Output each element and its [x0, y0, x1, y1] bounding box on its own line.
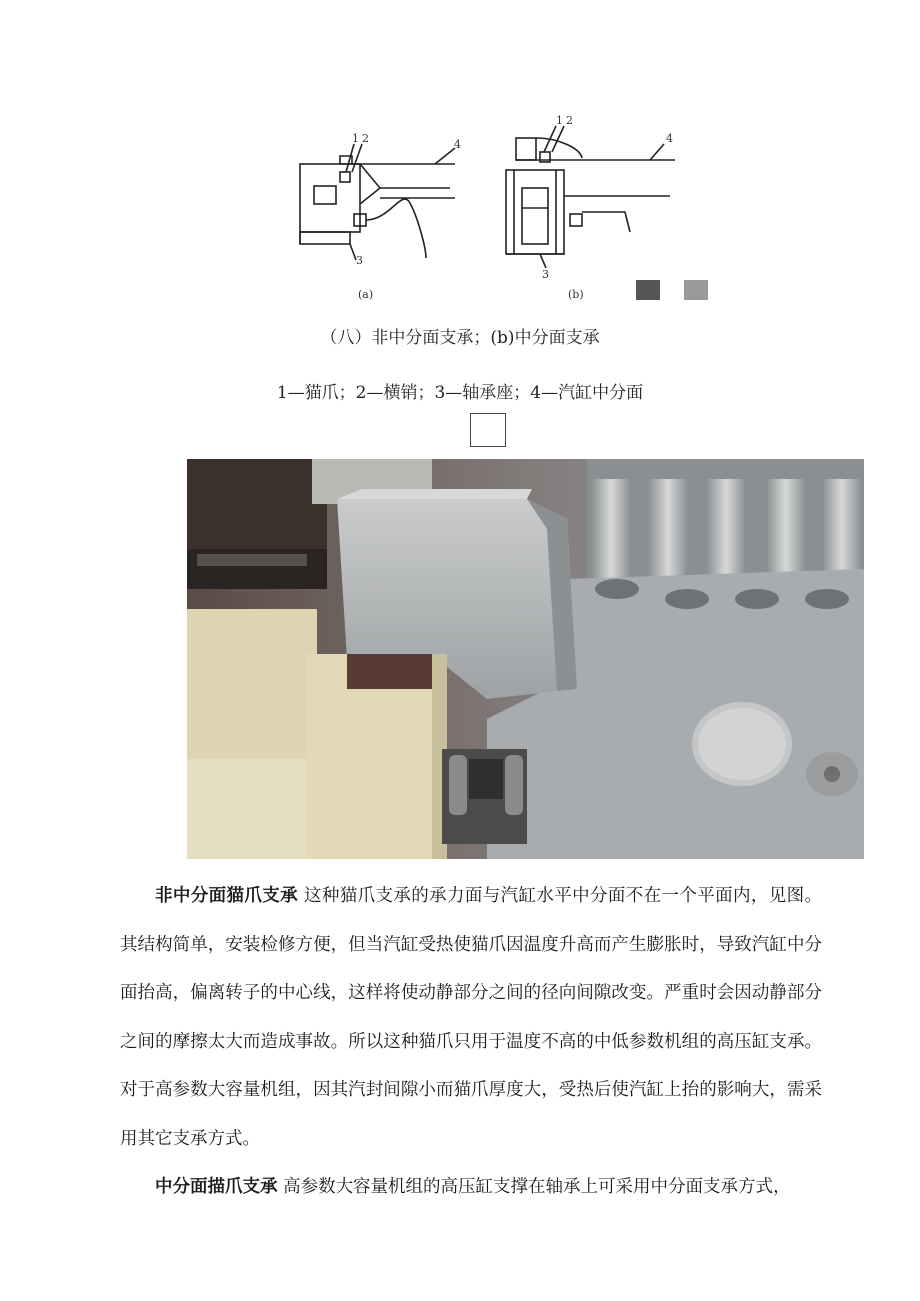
label-1-b: 1	[556, 114, 563, 127]
label-4-a: 4	[454, 138, 461, 151]
turbine-claw-photo	[187, 459, 864, 859]
support-diagram	[290, 108, 710, 308]
label-2-b: 2	[566, 114, 573, 127]
bearing-block-a	[300, 164, 360, 232]
paragraph-midplane	[120, 1163, 822, 1212]
label-2-a: 2	[362, 132, 369, 145]
panel-a-label: (a)	[358, 288, 374, 301]
light-swatch	[684, 280, 708, 300]
label-4-b: 4	[666, 132, 673, 145]
figure-caption-1: （八）非中分面支承；(b)中分面支承	[320, 328, 600, 348]
label-3-b: 3	[542, 268, 549, 281]
dark-swatch	[636, 280, 660, 300]
label-3-a: 3	[356, 254, 363, 267]
heading-midplane: 中分面描爪支承	[155, 1177, 278, 1197]
figure-caption-2: 1—猫爪；2—横销；3—轴承座；4—汽缸中分面	[276, 383, 644, 403]
paragraph-non-midplane	[120, 872, 822, 1163]
paragraph-non-midplane-text: 这种猫爪支承的承力面与汽缸水平中分面不在一个平面内，见图。其结构简单，安装检修方便，但当汽缸受热使猫爪因温度升高而产生膨胀时，导致汽缸中分面抬高，偏离转子的中心线，这样将使动静部分之间的径向间隙改变。严重时会因动静部分之间的摩擦太大而造成事故。所以这种猫爪只用于温度不高的中低参数机组的高压缸支承。对于高参数大容量机组，因其汽封间隙小而猫爪厚度大，受热后使汽缸上抬的影响大，需采用其它支承方式。	[120, 886, 823, 1149]
body-text	[120, 872, 822, 1212]
label-1-a: 1	[352, 132, 359, 145]
heading-non-midplane: 非中分面猫爪支承	[155, 886, 299, 906]
panel-b-label: (b)	[568, 288, 584, 301]
empty-placeholder-box	[470, 413, 506, 447]
paragraph-midplane-text: 高参数大容量机组的高压缸支撑在轴承上可采用中分面支承方式，	[277, 1177, 791, 1197]
